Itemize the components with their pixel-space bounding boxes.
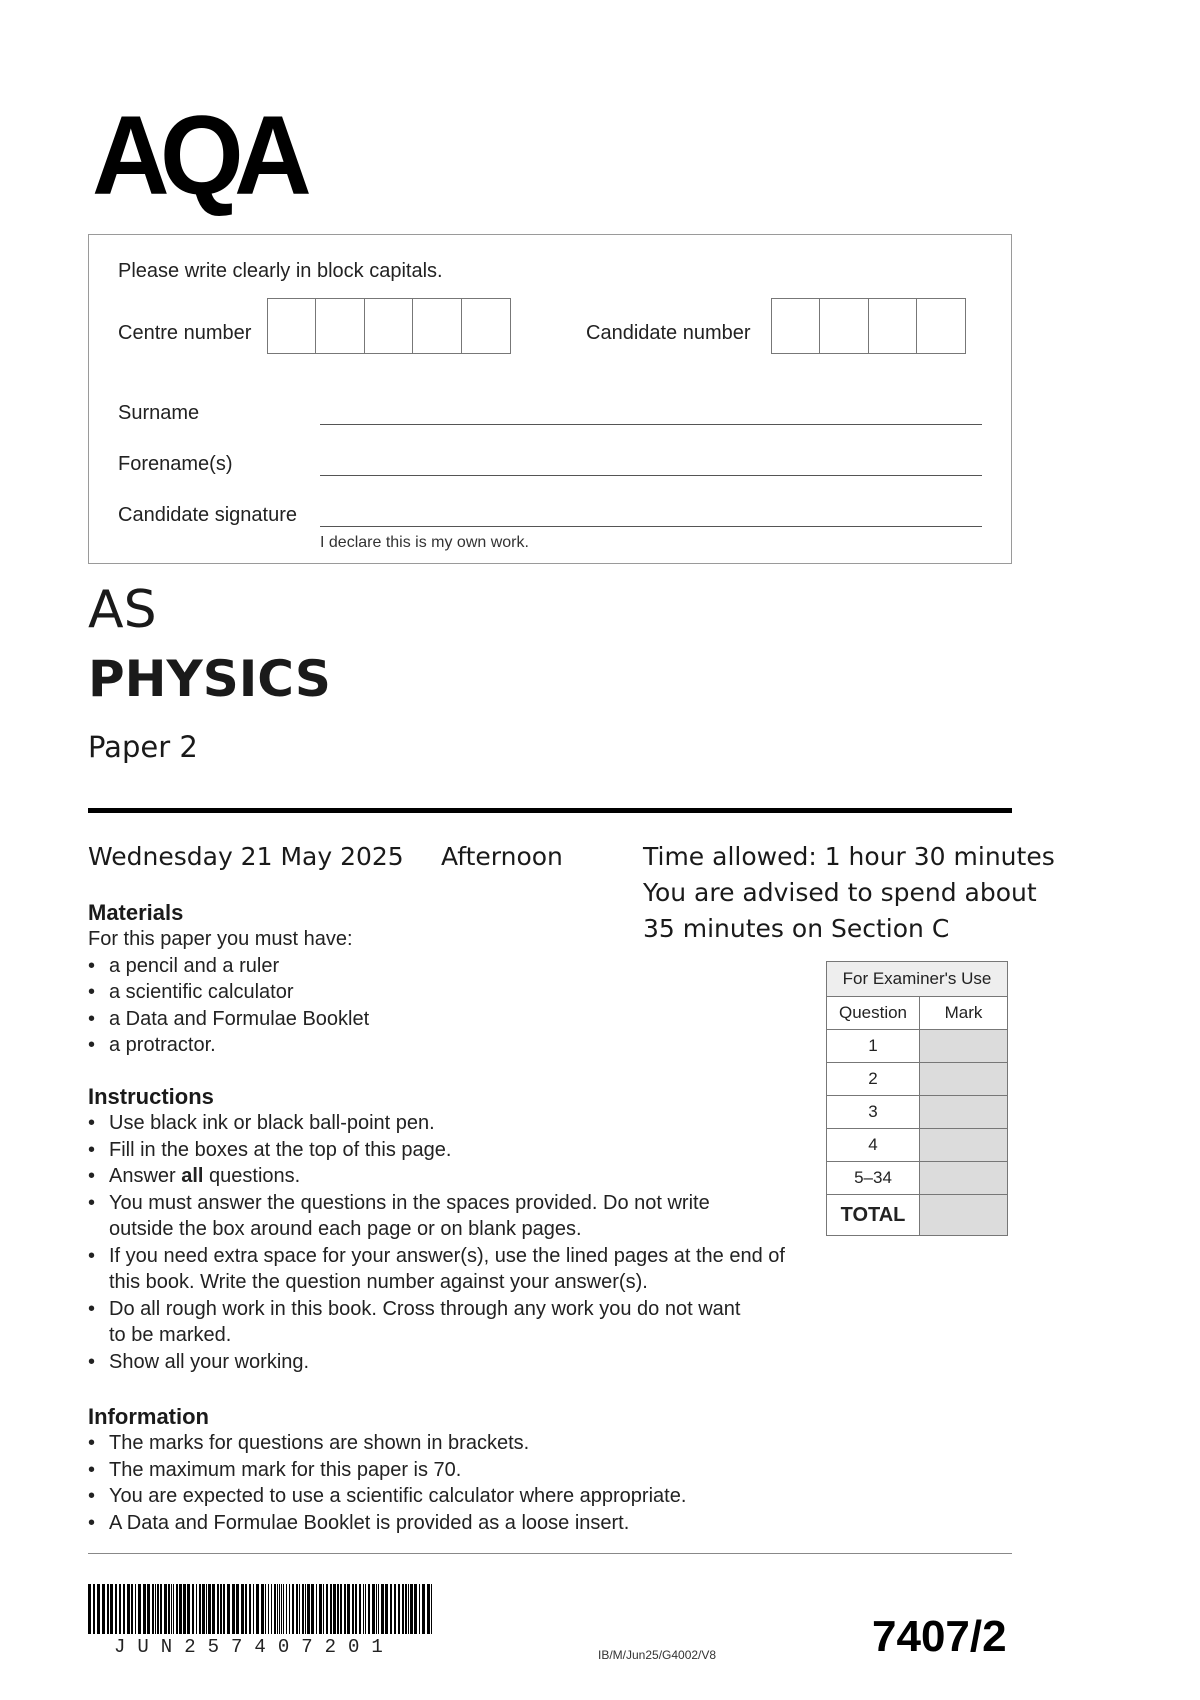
instructions-list — [88, 1110, 808, 1375]
barcode-bar — [381, 1584, 384, 1634]
list-item: • a Data and Formulae Booklet — [88, 1006, 688, 1033]
answer-all-bold: all — [181, 1165, 204, 1187]
barcode-bar — [296, 1584, 298, 1634]
barcode-bar — [157, 1584, 159, 1634]
list-item: • A Data and Formulae Booklet is provided as a loose insert. — [88, 1510, 808, 1537]
barcode-bar — [283, 1584, 284, 1634]
centre-digit-box[interactable] — [364, 298, 414, 354]
materials-heading: Materials — [88, 900, 184, 925]
barcode-bar — [333, 1584, 336, 1634]
barcode-bar — [147, 1584, 150, 1634]
barcode-bar — [398, 1584, 400, 1634]
barcode-bar — [107, 1584, 109, 1634]
barcode-bar — [164, 1584, 167, 1634]
barcode-bar — [245, 1584, 247, 1634]
question-column-header: Question — [827, 997, 920, 1030]
mark-column-header: Mark — [920, 997, 1008, 1030]
barcode-bar — [155, 1584, 156, 1634]
barcode-bar — [292, 1584, 294, 1634]
barcode-bar — [256, 1584, 259, 1634]
barcode-bar — [192, 1584, 194, 1634]
barcode-bar — [271, 1584, 272, 1634]
barcode-bar — [119, 1584, 121, 1634]
barcode-bar — [390, 1584, 392, 1634]
block-capitals-instruction: Please write clearly in block capitals. — [118, 260, 443, 282]
table-row — [827, 1195, 1008, 1236]
barcode-bar — [340, 1584, 342, 1634]
candidate-digit-box[interactable] — [819, 298, 869, 354]
centre-number-boxes[interactable] — [268, 298, 511, 354]
barcode-bar — [359, 1584, 361, 1634]
barcode-bar — [171, 1584, 172, 1634]
barcode-bar — [323, 1584, 324, 1634]
list-item: • The maximum mark for this paper is 70. — [88, 1457, 808, 1484]
barcode-bar — [187, 1584, 190, 1634]
barcode-bar — [365, 1584, 366, 1634]
barcode-bar — [143, 1584, 146, 1634]
barcode-bar — [131, 1584, 133, 1634]
table-row — [827, 1162, 1008, 1195]
table-row — [827, 1063, 1008, 1096]
total-mark-cell — [920, 1195, 1008, 1236]
barcode-bar — [302, 1584, 304, 1634]
signature-line[interactable] — [320, 526, 982, 527]
barcode-bar — [330, 1584, 332, 1634]
barcode-bar — [127, 1584, 130, 1634]
barcode-bar — [289, 1584, 290, 1634]
barcode-bar — [236, 1584, 239, 1634]
question-cell: 1 — [827, 1030, 920, 1063]
list-item: • a protractor. — [88, 1032, 688, 1059]
barcode-bar — [305, 1584, 306, 1634]
candidate-number-label: Candidate number — [586, 322, 751, 344]
answer-text: Answer — [109, 1165, 182, 1187]
table-row — [827, 1129, 1008, 1162]
barcode-bar — [385, 1584, 388, 1634]
barcode-bar — [394, 1584, 396, 1634]
barcode-bar — [176, 1584, 178, 1634]
list-item — [88, 1296, 808, 1349]
barcode-bar — [344, 1584, 346, 1634]
barcode-bar — [249, 1584, 251, 1634]
centre-digit-box[interactable] — [412, 298, 462, 354]
list-item: • a scientific calculator — [88, 979, 688, 1006]
list-item: • The marks for questions are shown in brackets. — [88, 1430, 808, 1457]
surname-line[interactable] — [320, 424, 982, 425]
barcode-bar — [337, 1584, 339, 1634]
barcode-bar — [220, 1584, 222, 1634]
barcode-bar — [431, 1584, 432, 1634]
information-heading: Information — [88, 1404, 209, 1429]
barcode-bar — [265, 1584, 266, 1634]
list-item — [88, 1190, 808, 1243]
barcode-bar — [419, 1584, 420, 1634]
list-item: • Fill in the boxes at the top of this page. — [88, 1137, 808, 1164]
barcode-bar — [261, 1584, 264, 1634]
barcode-bar — [102, 1584, 105, 1634]
table-row — [827, 1030, 1008, 1063]
barcode-bar — [281, 1584, 282, 1634]
barcode-bar — [97, 1584, 100, 1634]
instruction-text: Do all rough work in this book. Cross through any work you do not want — [109, 1297, 741, 1320]
qualification-level: AS — [88, 580, 157, 640]
barcode-bar — [378, 1584, 379, 1634]
declaration-text: I declare this is my own work. — [320, 534, 529, 551]
paper-code: 7407/2 — [872, 1612, 1007, 1661]
mark-cell — [920, 1063, 1008, 1096]
barcode-bar — [208, 1584, 211, 1634]
candidate-number-boxes[interactable] — [772, 298, 966, 354]
barcode-bar — [299, 1584, 300, 1634]
instruction-continuation: this book. Write the question number against your answer(s). — [109, 1271, 648, 1293]
exam-session: Afternoon — [441, 842, 563, 871]
barcode-bar — [88, 1584, 91, 1634]
mark-cell — [920, 1162, 1008, 1195]
list-item: • You are expected to use a scientific calculator where appropriate. — [88, 1483, 808, 1510]
candidate-digit-box[interactable] — [868, 298, 918, 354]
centre-digit-box[interactable] — [267, 298, 317, 354]
barcode-bar — [274, 1584, 276, 1634]
forenames-label: Forename(s) — [118, 453, 233, 475]
barcode-bar — [123, 1584, 125, 1634]
paper-number: Paper 2 — [88, 730, 198, 764]
barcode-bar — [319, 1584, 322, 1634]
barcode-bar — [410, 1584, 413, 1634]
forenames-line[interactable] — [320, 475, 982, 476]
barcode-bar — [376, 1584, 377, 1634]
exam-date: Wednesday 21 May 2025 — [88, 842, 404, 871]
barcode-bar — [135, 1584, 136, 1634]
information-section — [88, 1404, 808, 1536]
mark-cell — [920, 1096, 1008, 1129]
barcode-bar — [152, 1584, 154, 1634]
barcode-bar — [232, 1584, 235, 1634]
title-divider — [88, 808, 1012, 813]
list-item: • Use black ink or black ball-point pen. — [88, 1110, 808, 1137]
barcode-bar — [138, 1584, 141, 1634]
materials-section — [88, 900, 688, 1059]
barcode-bar — [110, 1584, 113, 1634]
candidate-digit-box[interactable] — [916, 298, 966, 354]
barcode-bar — [168, 1584, 170, 1634]
barcode-bar — [115, 1584, 117, 1634]
candidate-digit-box[interactable] — [771, 298, 821, 354]
question-cell: 4 — [827, 1129, 920, 1162]
barcode-bar — [241, 1584, 244, 1634]
barcode-bar — [160, 1584, 162, 1634]
barcode-bar — [279, 1584, 280, 1634]
mark-cell — [920, 1030, 1008, 1063]
barcode-bar — [402, 1584, 404, 1634]
barcode-bar — [372, 1584, 375, 1634]
barcode-bar — [414, 1584, 417, 1634]
table-row — [827, 1096, 1008, 1129]
subject-title: PHYSICS — [88, 650, 331, 708]
barcode-bar — [352, 1584, 354, 1634]
barcode-bar — [355, 1584, 357, 1634]
barcode-bar — [196, 1584, 197, 1634]
barcode-bar — [368, 1584, 370, 1634]
barcode-bar — [179, 1584, 182, 1634]
question-cell: 2 — [827, 1063, 920, 1096]
barcode-bar — [422, 1584, 425, 1634]
barcode-bar — [253, 1584, 254, 1634]
barcode-bar — [202, 1584, 205, 1634]
list-item — [88, 1243, 808, 1296]
question-cell: 5–34 — [827, 1162, 920, 1195]
barcode-bar — [427, 1584, 430, 1634]
footer-divider — [88, 1553, 1012, 1554]
mark-cell — [920, 1129, 1008, 1162]
barcode-bar — [93, 1584, 95, 1634]
barcode-bar — [326, 1584, 328, 1634]
time-allowed: Time allowed: 1 hour 30 minutes — [643, 842, 1055, 871]
barcode-bar — [227, 1584, 230, 1634]
centre-digit-box[interactable] — [461, 298, 511, 354]
barcode-bar — [223, 1584, 225, 1634]
barcode-bar — [405, 1584, 407, 1634]
barcode — [88, 1584, 436, 1634]
document-reference: IB/M/Jun25/G4002/V8 — [598, 1648, 717, 1662]
barcode-text: JUN257407201 — [114, 1636, 395, 1658]
barcode-bar — [183, 1584, 186, 1634]
barcode-bar — [268, 1584, 269, 1634]
centre-digit-box[interactable] — [315, 298, 365, 354]
materials-intro: For this paper you must have: — [88, 928, 353, 950]
instructions-section — [88, 1084, 808, 1375]
barcode-bar — [316, 1584, 317, 1634]
examiner-use-table — [826, 961, 1008, 1236]
instructions-heading: Instructions — [88, 1084, 214, 1109]
question-cell: 3 — [827, 1096, 920, 1129]
answer-tail: questions. — [203, 1165, 301, 1187]
instruction-continuation: to be marked. — [109, 1324, 232, 1346]
barcode-bar — [277, 1584, 278, 1634]
barcode-bar — [212, 1584, 215, 1634]
centre-number-label: Centre number — [118, 322, 252, 344]
barcode-bar — [311, 1584, 314, 1634]
signature-label: Candidate signature — [118, 504, 298, 526]
materials-list — [88, 953, 688, 1059]
barcode-bar — [408, 1584, 409, 1634]
information-list — [88, 1430, 808, 1536]
examiner-table-title: For Examiner's Use — [827, 962, 1008, 997]
instruction-text: You must answer the questions in the spaces provided. Do not write — [109, 1191, 710, 1214]
barcode-bar — [286, 1584, 287, 1634]
barcode-bar — [173, 1584, 174, 1634]
aqa-logo: AQA — [92, 93, 303, 218]
barcode-bar — [206, 1584, 207, 1634]
time-advice-line1: You are advised to spend about — [643, 878, 1037, 907]
surname-label: Surname — [118, 402, 200, 424]
barcode-bar — [363, 1584, 364, 1634]
barcode-bar — [217, 1584, 219, 1634]
list-item: • Show all your working. — [88, 1349, 808, 1376]
barcode-bar — [307, 1584, 310, 1634]
list-item: • a pencil and a ruler — [88, 953, 688, 980]
list-item — [88, 1163, 808, 1190]
barcode-bar — [199, 1584, 201, 1634]
instruction-continuation: outside the box around each page or on blank pages. — [109, 1218, 582, 1240]
barcode-bar — [347, 1584, 350, 1634]
total-label: TOTAL — [827, 1195, 920, 1236]
time-advice-line2: 35 minutes on Section C — [643, 914, 950, 943]
instruction-text: If you need extra space for your answer(s), use the lined pages at the end of — [109, 1244, 785, 1267]
